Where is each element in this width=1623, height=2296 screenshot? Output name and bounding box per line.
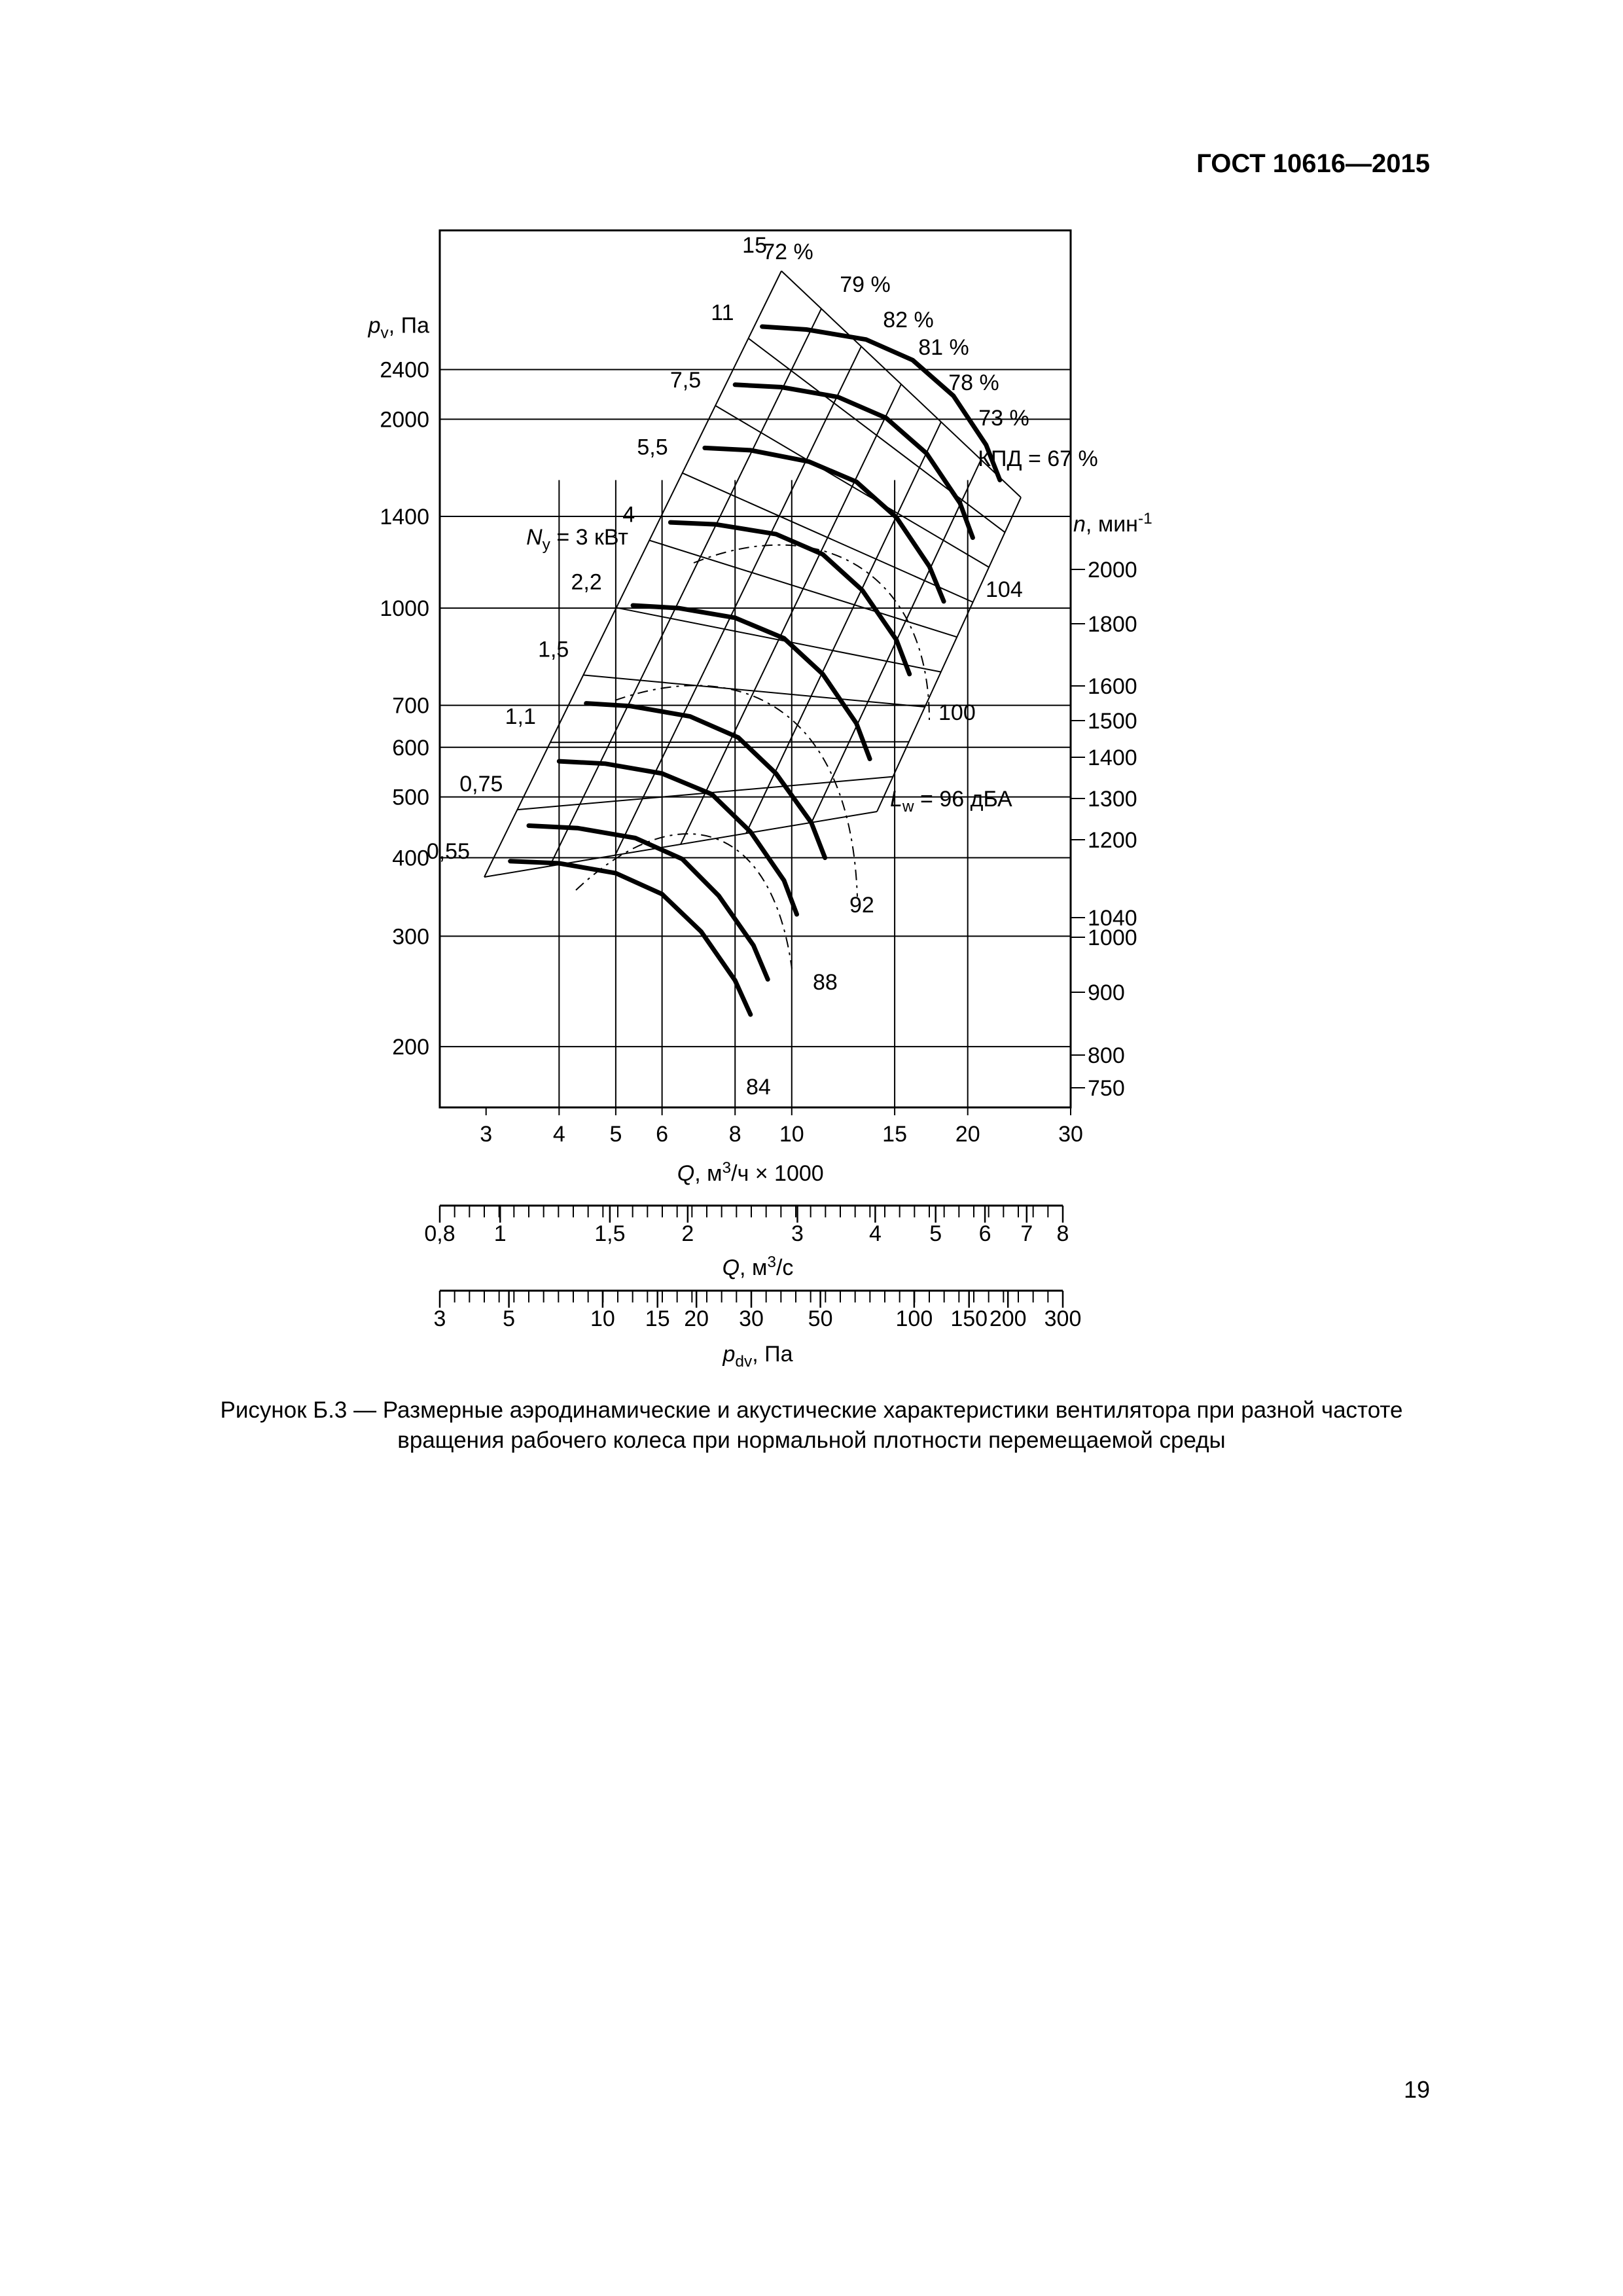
efficiency-gridline [484, 271, 781, 877]
efficiency-label: 79 % [840, 272, 891, 297]
rpm-tick-label: 1040 [1088, 906, 1137, 931]
y-tick-label: 2000 [380, 407, 429, 433]
noise-label: 100 [938, 700, 976, 725]
scale-tick-label: 1 [493, 1221, 507, 1246]
y-tick-label: 400 [392, 846, 429, 871]
noise-label: 84 [746, 1075, 771, 1100]
caption-line-1: Рисунок Б.3 — Размерные аэродинамические и акустические характеристики вентилятора при разной частоте [220, 1397, 1403, 1423]
caption-line-2: вращения рабочего колеса при нормальной плотности перемещаемой среды [397, 1427, 1226, 1453]
noise-level-label: $L_w = 96$ дБА [890, 787, 1012, 816]
power-label: 15 [742, 233, 767, 258]
noise-contour [576, 834, 792, 969]
scale-tick-label: 5 [929, 1221, 942, 1246]
chart-frame [440, 230, 1071, 1107]
y-tick-label: 2400 [380, 357, 429, 383]
rpm-tick-label: 1300 [1088, 787, 1137, 812]
efficiency-label: 73 % [978, 406, 1029, 431]
rpm-tick-label: 1400 [1088, 745, 1137, 770]
pressure-curve-800 [529, 826, 768, 980]
scale-tick-label: 2 [681, 1221, 694, 1246]
rpm-axis-title: n, мин$^{-1}$ [1073, 510, 1152, 537]
power-label: 4 [622, 502, 635, 528]
efficiency-label: 78 % [948, 370, 999, 395]
efficiency-label: 81 % [918, 335, 969, 360]
y-tick-label: 1400 [380, 505, 429, 530]
x-tick-label: 10 [779, 1122, 804, 1147]
noise-label: 92 [849, 893, 874, 918]
y-tick-label: 300 [392, 924, 429, 950]
chart-labels [368, 233, 1152, 1371]
rpm-tick-label: 900 [1088, 980, 1125, 1005]
scale-tick-label: 4 [868, 1221, 882, 1246]
scale-tick-label: 3 [433, 1306, 446, 1331]
rpm-tick-label: 1800 [1088, 612, 1137, 637]
y-tick-label: 700 [392, 693, 429, 719]
page-number: 19 [1403, 2076, 1430, 2103]
scale-title: Q, $м^3/с$ [722, 1253, 794, 1280]
pressure-curve-900 [559, 761, 796, 914]
x-tick-label: 8 [728, 1122, 741, 1147]
scale-tick-label: 15 [645, 1306, 670, 1331]
efficiency-gridline [615, 346, 861, 855]
efficiency-label: 72 % [762, 240, 813, 264]
scale-tick-label: 50 [808, 1306, 833, 1331]
y-tick-label: 500 [392, 785, 429, 810]
efficiency-label: КПД = 67 % [978, 446, 1098, 471]
efficiency-gridline [877, 497, 1021, 812]
power-label: 1,5 [538, 637, 569, 662]
scale-tick-label: 20 [684, 1306, 709, 1331]
power-label: 0,55 [426, 839, 470, 864]
x-tick-label: 3 [480, 1122, 493, 1147]
y-tick-label: 1000 [380, 596, 429, 622]
power-label: 5,5 [637, 435, 668, 460]
rpm-tick-label: 750 [1088, 1076, 1125, 1101]
power-label: 0,75 [459, 772, 503, 797]
document-number: ГОСТ 10616—2015 [1196, 149, 1430, 178]
scale-tick-label: 100 [895, 1306, 933, 1331]
scale-tick-label: 300 [1044, 1306, 1082, 1331]
power-label: 2,2 [571, 569, 602, 595]
noise-label: 104 [986, 577, 1023, 602]
scale-tick-label: 200 [989, 1306, 1027, 1331]
rpm-tick-label: 1000 [1088, 925, 1137, 950]
pressure-curve-1800 [735, 385, 972, 538]
scale-tick-label: 1,5 [594, 1221, 626, 1246]
pressure-curve-1200 [633, 605, 870, 759]
y-tick-label: 600 [392, 735, 429, 761]
scale-tick-label: 7 [1020, 1221, 1033, 1246]
scale-tick-label: 5 [503, 1306, 516, 1331]
x-axis-title: Q, $м^3/ч \times 1000$ [677, 1159, 824, 1186]
x-tick-label: 4 [552, 1122, 565, 1147]
power-label: 7,5 [669, 367, 702, 393]
x-tick-label: 30 [1058, 1122, 1083, 1147]
power-label: 1,1 [505, 704, 536, 730]
x-tick-label: 15 [882, 1122, 908, 1147]
rpm-tick-label: 800 [1088, 1043, 1125, 1068]
x-tick-label: 20 [955, 1122, 980, 1147]
rpm-tick-label: 1200 [1088, 828, 1137, 853]
power-unit-label: $N_y = 3$ кВт [526, 525, 628, 554]
y-tick-label: 200 [392, 1035, 429, 1060]
x-tick-label: 6 [656, 1122, 669, 1147]
figure-caption [0, 1395, 1623, 1456]
rpm-tick-label: 1600 [1088, 674, 1137, 699]
pressure-curve-1600 [705, 448, 944, 601]
scale-tick-label: 10 [590, 1306, 615, 1331]
scale-tick-label: 30 [739, 1306, 764, 1331]
y-axis-title: $p_v$, Па [368, 313, 429, 342]
x-tick-label: 5 [609, 1122, 622, 1147]
power-label: 11 [711, 300, 734, 325]
noise-label: 88 [813, 970, 838, 995]
rpm-tick-label: 1500 [1088, 709, 1137, 734]
scale-tick-label: 6 [978, 1221, 991, 1246]
scale-tick-label: 0,8 [424, 1221, 455, 1246]
scale-tick-label: 3 [791, 1221, 804, 1246]
efficiency-label: 82 % [883, 308, 934, 332]
scale-tick-label: 150 [950, 1306, 988, 1331]
rpm-tick-label: 2000 [1088, 558, 1137, 583]
pressure-curve-750 [510, 861, 751, 1014]
scale-tick-label: 8 [1056, 1221, 1069, 1246]
scale-title: $p_{dv}$, Па [722, 1342, 793, 1371]
plot-frame [440, 230, 1071, 1107]
